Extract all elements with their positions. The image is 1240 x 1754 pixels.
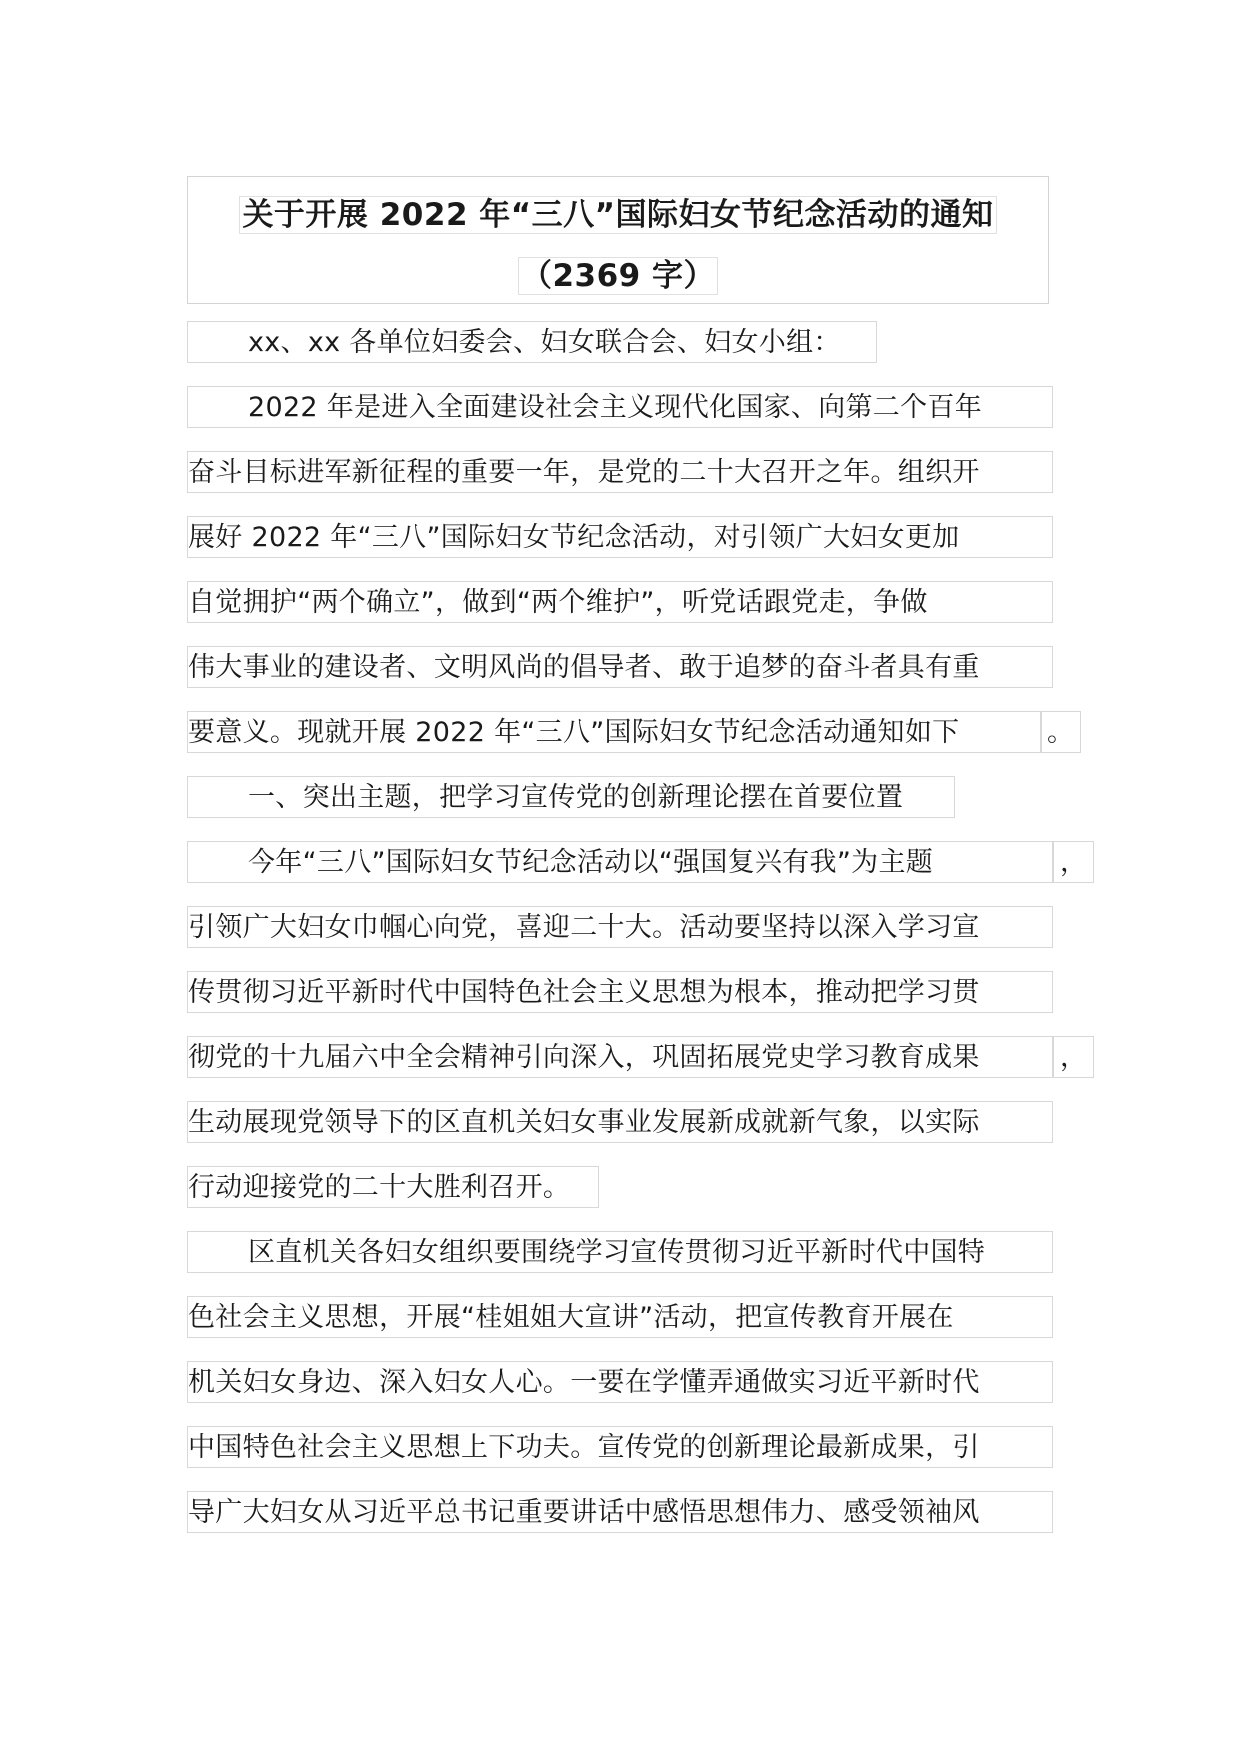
overflow-punctuation: 。 (1040, 711, 1081, 753)
body-line: 导广大妇女从习近平总书记重要讲话中感悟思想伟力、感受领袖风 (187, 1491, 1053, 1533)
body-line: 伟大事业的建设者、文明风尚的倡导者、敢于追梦的奋斗者具有重 (187, 646, 1053, 688)
body-line: 色社会主义思想，开展“桂姐姐大宣讲”活动，把宣传教育开展在 (187, 1296, 1053, 1338)
word-count: （2369 字） (518, 257, 718, 295)
section-heading: 一、突出主题，把学习宣传党的创新理论摆在首要位置 (187, 776, 955, 818)
body-line: 区直机关各妇女组织要围绕学习宣传贯彻习近平新时代中国特 (187, 1231, 1053, 1273)
body-line: 中国特色社会主义思想上下功夫。宣传党的创新理论最新成果，引 (187, 1426, 1053, 1468)
overflow-punctuation: ， (1053, 1036, 1094, 1078)
overflow-punctuation: ， (1053, 841, 1094, 883)
title-line (188, 190, 1048, 240)
title-block (187, 176, 1049, 304)
body-line: 引领广大妇女巾帼心向党，喜迎二十大。活动要坚持以深入学习宣 (187, 906, 1053, 948)
body-line: 机关妇女身边、深入妇女人心。一要在学懂弄通做实习近平新时代 (187, 1361, 1053, 1403)
body-line: 彻党的十九届六中全会精神引向深入，巩固拓展党史学习教育成果 (187, 1036, 1053, 1078)
salutation: xx、xx 各单位妇委会、妇女联合会、妇女小组： (187, 321, 877, 363)
body-line: 要意义。现就开展 2022 年“三八”国际妇女节纪念活动通知如下 (187, 711, 1042, 753)
body-line: 行动迎接党的二十大胜利召开。 (187, 1166, 599, 1208)
body-line: 自觉拥护“两个确立”，做到“两个维护”，听党话跟党走，争做 (187, 581, 1053, 623)
body-line: 展好 2022 年“三八”国际妇女节纪念活动，对引领广大妇女更加 (187, 516, 1053, 558)
document-title: 关于开展 2022 年“三八”国际妇女节纪念活动的通知 (239, 196, 996, 234)
title-subline (188, 251, 1048, 301)
body-line: 奋斗目标进军新征程的重要一年，是党的二十大召开之年。组织开 (187, 451, 1053, 493)
body-line: 生动展现党领导下的区直机关妇女事业发展新成就新气象，以实际 (187, 1101, 1053, 1143)
body-line: 传贯彻习近平新时代中国特色社会主义思想为根本，推动把学习贯 (187, 971, 1053, 1013)
body-line: 今年“三八”国际妇女节纪念活动以“强国复兴有我”为主题 (187, 841, 1053, 883)
body-line: 2022 年是进入全面建设社会主义现代化国家、向第二个百年 (187, 386, 1053, 428)
